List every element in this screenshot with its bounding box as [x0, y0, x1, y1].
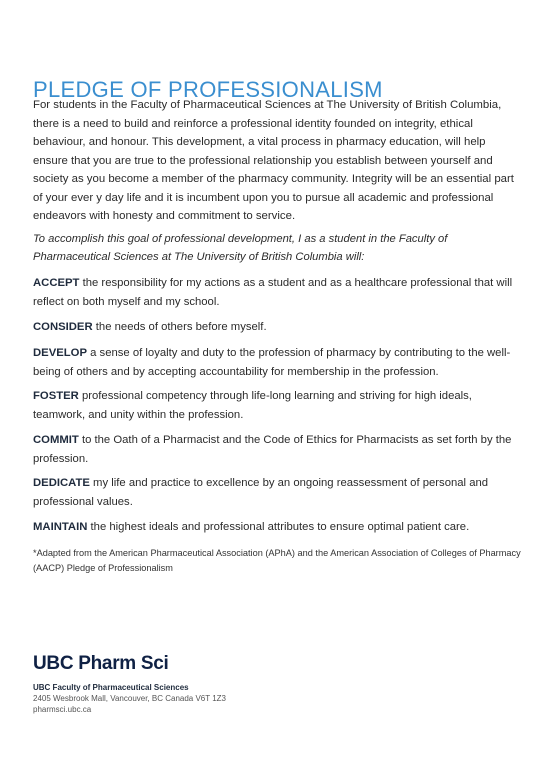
page-title: PLEDGE OF PROFESSIONALISM [33, 76, 383, 102]
pledge-accept [33, 274, 521, 311]
footnote: *Adapted from the American Pharmaceutical Association (APhA) and the American Association of Colleges of Pharmacy (AACP) Pledge of Professionalism [33, 548, 521, 573]
lead-paragraph: To accomplish this goal of professional development, I as a student in the Faculty of Pharmaceutical Sciences at The University of British Columbia will: [33, 233, 448, 263]
pledge-text: to the Oath of a Pharmacist and the Code of Ethics for Pharmacists as set forth by the profession. [33, 434, 512, 465]
pledge-text: a sense of loyalty and duty to the profession of pharmacy by contributing to the well-being of others and by accepting accountability for membership in the profession. [33, 347, 511, 378]
pledge-keyword: FOSTER [33, 390, 79, 402]
ubc-pharm-sci-logo: UBC Pharm Sci [33, 653, 169, 674]
pledge-keyword: DEDICATE [33, 477, 90, 489]
pledge-dedicate [33, 474, 521, 511]
pledge-keyword: MAINTAIN [33, 521, 88, 533]
pledge-text: the responsibility for my actions as a student and as a healthcare professional that will reflect on both myself and my school. [33, 277, 513, 308]
pledge-text: professional competency through life-long learning and striving for high ideals, teamwork, and unity within the profession. [33, 390, 472, 421]
pledge-consider [33, 318, 521, 337]
pledge-keyword: CONSIDER [33, 321, 93, 333]
pledge-keyword: COMMIT [33, 434, 79, 446]
pledge-text: my life and practice to excellence by an ongoing reassessment of personal and professional values. [33, 477, 489, 508]
pledge-foster [33, 387, 521, 424]
pledge-keyword: ACCEPT [33, 277, 80, 289]
pledge-keyword: DEVELOP [33, 347, 87, 359]
faculty-address: 2405 Wesbrook Mall, Vancouver, BC Canada V6T 1Z3 [33, 694, 226, 703]
faculty-website: pharmsci.ubc.ca [33, 705, 92, 714]
pledge-develop [33, 344, 521, 381]
pledge-text: the highest ideals and professional attributes to ensure optimal patient care. [87, 521, 470, 533]
intro-paragraph: For students in the Faculty of Pharmaceutical Sciences at The University of British Columbia, there is a need to build and reinforce a professional identity founded on integrity, ethical behaviour, and honour. This development, a vital process in pharmacy education, will help ensure that you are true to the professional relationship you establish between yourself and society as you become a member of the pharmacy community. Integrity will be an essential part of your ever y day life and it is incumbent upon you to pursue all academic and professional endeavors with honesty and commitment to service. [33, 99, 514, 222]
pledge-text: the needs of others before myself. [92, 321, 267, 333]
faculty-name: UBC Faculty of Pharmaceutical Sciences [33, 683, 189, 692]
pledge-commit [33, 431, 521, 468]
pledge-maintain [33, 518, 521, 537]
